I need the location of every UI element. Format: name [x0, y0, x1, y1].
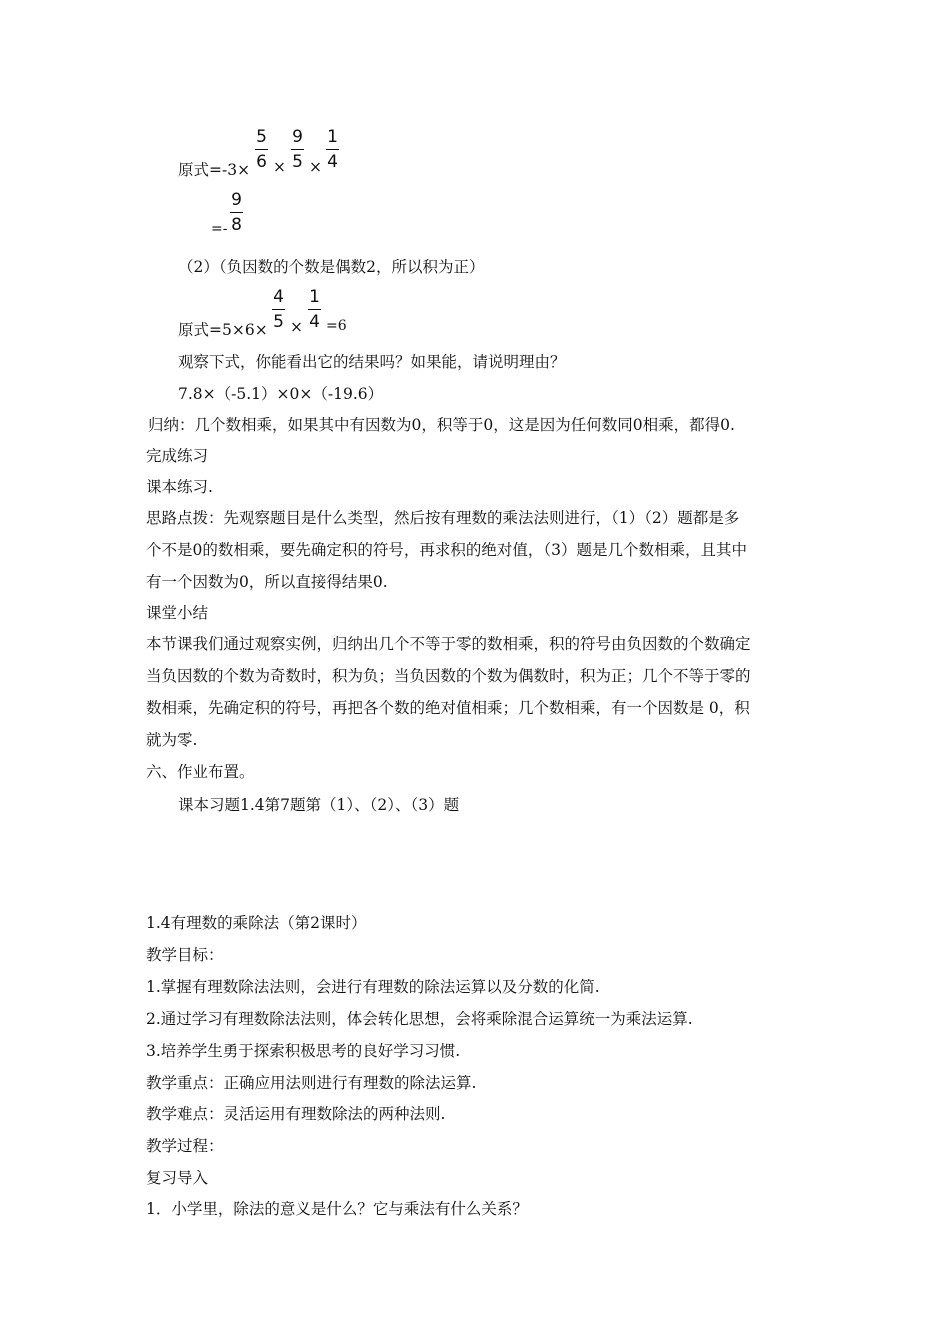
denominator: 5	[292, 152, 303, 173]
times-sign: ×	[309, 158, 322, 176]
formula-3-prefix: 原式=5×6×	[178, 321, 268, 339]
denominator: 5	[273, 312, 284, 333]
goal-item: 2.通过学习有理数除法法则，体会转化思想，会将乘除混合运算统一为乘法运算.	[146, 1010, 693, 1028]
fraction-bar	[291, 149, 304, 150]
fraction-bar	[230, 212, 243, 213]
fraction-bar	[255, 149, 268, 150]
hint-line: 个不是0的数相乘，要先确定积的符号，再求积的绝对值，（3）题是几个数相乘，且其中	[146, 541, 747, 559]
practice-heading: 完成练习	[146, 447, 209, 465]
denominator: 8	[231, 215, 242, 236]
summary-line: 当负因数的个数为奇数时，积为负；当负因数的个数为偶数时，积为正；几个不等于零的	[146, 667, 751, 685]
fraction-bar	[326, 149, 339, 150]
class-summary-paragraph	[146, 628, 814, 756]
homework-heading: 六、作业布置。	[146, 763, 255, 781]
question: 观察下式，你能看出它的结果吗？如果能，请说明理由？	[178, 353, 566, 371]
numerator: 9	[292, 127, 303, 147]
hint-line: 有一个因数为0，所以直接得结果0.	[146, 573, 388, 591]
hint-paragraph	[146, 502, 814, 598]
summary-line: 就为零.	[146, 731, 198, 749]
numerator: 4	[273, 287, 284, 307]
key-point: 教学重点：正确应用法则进行有理数的除法运算.	[146, 1074, 477, 1092]
fraction-bar	[308, 309, 321, 310]
item-2-note: （2）（负因数的个数是偶数2，所以积为正）	[178, 258, 485, 276]
goal-item: 1.掌握有理数除法法则，会进行有理数的除法运算以及分数的化简.	[146, 978, 600, 996]
process-heading: 教学过程：	[146, 1137, 224, 1155]
fraction-4-5	[272, 286, 285, 333]
goal-item: 3.培养学生勇于探索积极思考的良好学习习惯.	[146, 1042, 461, 1060]
difficulty: 教学难点：灵活运用有理数除法的两种法则.	[146, 1105, 446, 1123]
denominator: 6	[256, 152, 267, 173]
homework-text: 课本习题1.4第7题第（1）、（2）、（3）题	[178, 796, 460, 814]
numerator: 1	[309, 287, 320, 307]
fraction-1-4	[308, 286, 321, 333]
fraction-9-8	[230, 189, 243, 236]
hint-line: 思路点拨：先观察题目是什么类型，然后按有理数的乘法法则进行，（1）（2）题都是多	[146, 509, 740, 527]
fraction-5-6	[255, 126, 268, 173]
expression: 7.8×（-5.1）×0×（-19.6）	[178, 385, 384, 403]
fraction-9-5	[291, 126, 304, 173]
review-question-1: 1．小学里，除法的意义是什么？它与乘法有什么关系？	[146, 1200, 528, 1218]
fraction-1-4	[326, 126, 339, 173]
times-sign: ×	[290, 318, 303, 336]
denominator: 4	[327, 152, 338, 173]
fraction-bar	[272, 309, 285, 310]
numerator: 5	[256, 127, 267, 147]
review-heading: 复习导入	[146, 1169, 209, 1187]
denominator: 4	[309, 312, 320, 333]
goals-heading: 教学目标：	[146, 946, 224, 964]
class-summary-heading: 课堂小结	[146, 604, 209, 622]
summary-line: 本节课我们通过观察实例，归纳出几个不等于零的数相乘，积的符号由负因数的个数确定	[146, 635, 751, 653]
numerator: 1	[327, 127, 338, 147]
formula-2-prefix: =-	[211, 221, 228, 237]
summary-rule: 归纳：几个数相乘，如果其中有因数为0，积等于0，这是因为任何数同0相乘，都得0.	[148, 416, 735, 434]
numerator: 9	[231, 190, 242, 210]
formula-1-prefix: 原式=-3×	[178, 161, 251, 179]
formula-3-result: =6	[326, 318, 347, 334]
summary-line: 数相乘，先确定积的符号，再把各个数的绝对值相乘；几个数相乘，有一个因数是 0，积	[146, 699, 750, 717]
practice-text: 课本练习.	[146, 478, 213, 496]
times-sign: ×	[273, 158, 286, 176]
lesson-2-title: 1.4有理数的乘除法（第2课时）	[146, 914, 367, 932]
